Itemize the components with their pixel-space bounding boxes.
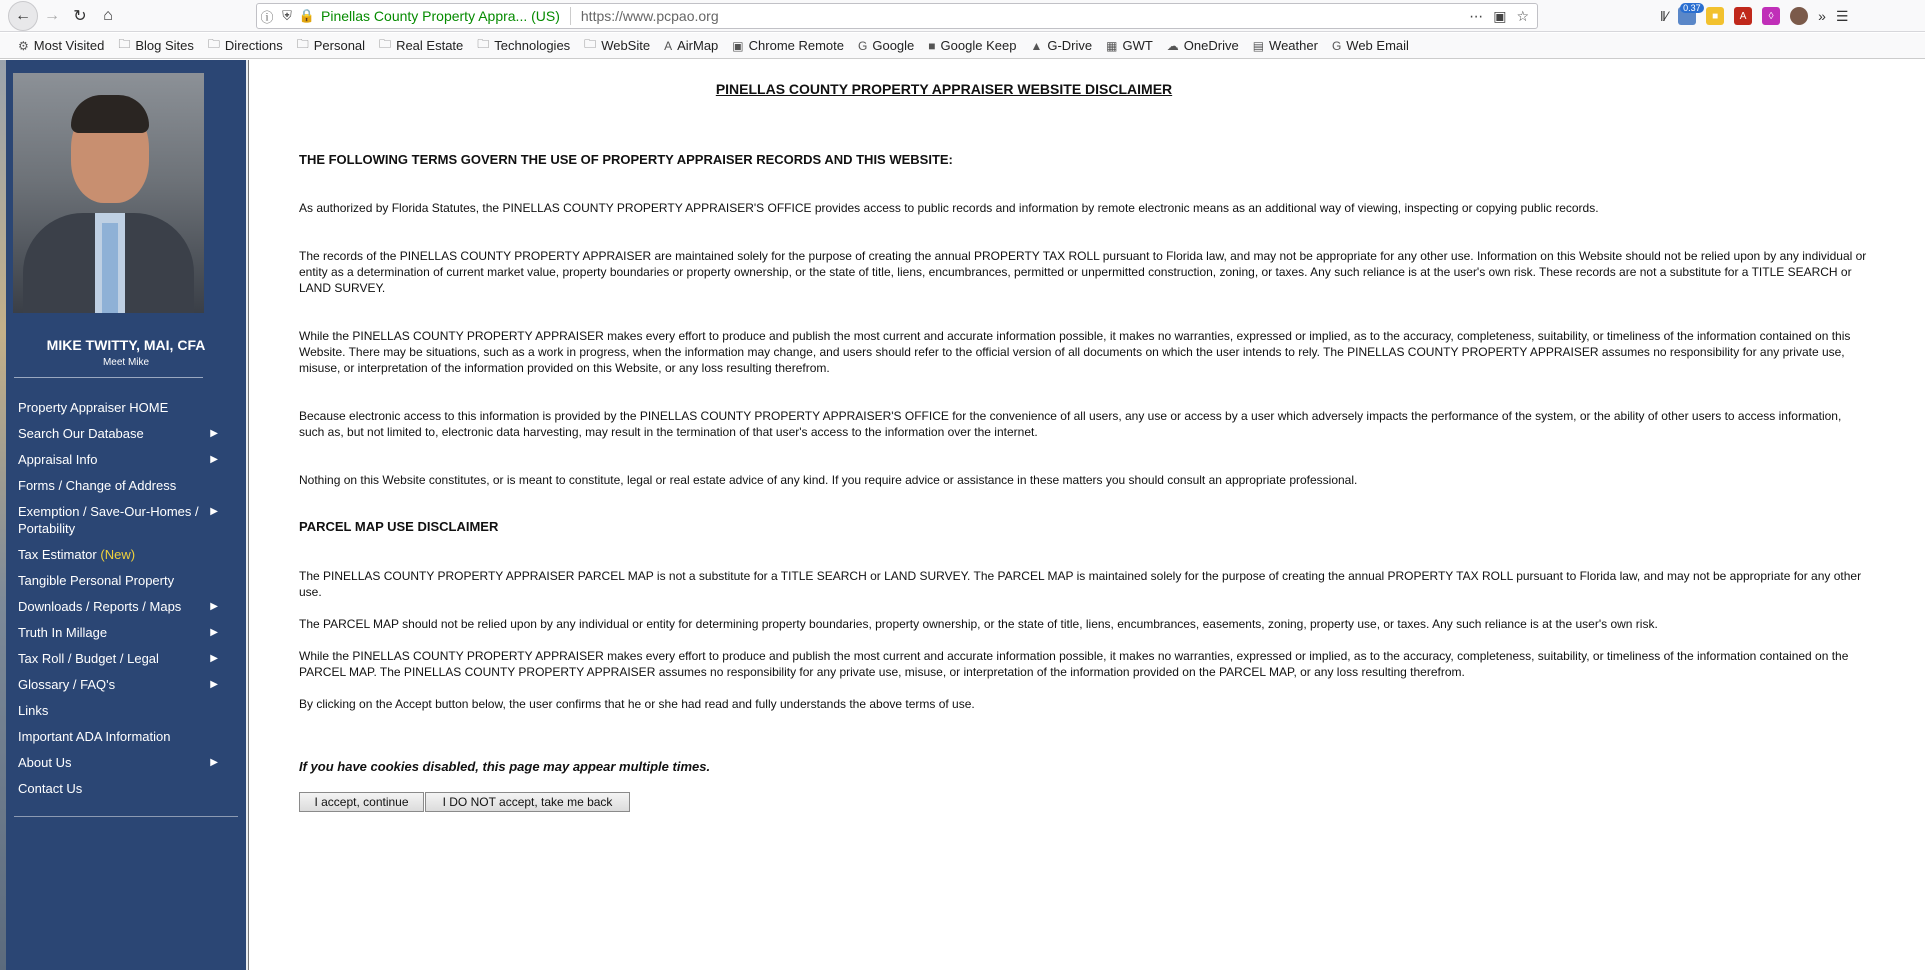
bookmark-item[interactable]	[664, 38, 718, 53]
profile-avatar-icon[interactable]	[1790, 7, 1808, 25]
url-actions	[1469, 8, 1537, 25]
overflow-chevron-icon[interactable]: »	[1818, 8, 1826, 24]
gear-icon: ⚙	[18, 38, 29, 53]
paragraph-parcel-map-reliance: The PARCEL MAP should not be relied upon by any individual or entity for determining property boundaries, property ownership, or the state of title, liens, encumbrances, easements, zoning, property use, or taxes. Any such reliance is at the user's own risk.	[299, 617, 1658, 631]
bookmark-item[interactable]	[1332, 38, 1409, 53]
weather-icon: ▤	[1252, 38, 1265, 53]
pocket-icon[interactable]: ▣	[1493, 7, 1507, 24]
accept-button[interactable]: I accept, continue	[299, 792, 424, 812]
bookmark-label: Blog Sites	[135, 38, 194, 53]
sidebar-menu-item[interactable]	[18, 572, 218, 589]
folder-icon: 🗀	[118, 37, 131, 51]
email-icon: G	[1331, 38, 1342, 53]
paragraph-records-purpose: The records of the PINELLAS COUNTY PROPERTY APPRAISER are maintained solely for the purpose of creating the annual PROPERTY TAX ROLL pursuant to Florida law, and may not be appropriate for any other use. Information on this Website should not be relied upon by any individual or entity as a determination of current market value, property boundaries or property ownership, or the state of title, liens, encumbrances, permitted or unpermitted construction, zoning, or taxes. Any such reliance is at the user's own risk. These records are not a substitute for a TITLE SEARCH or LAND SURVEY.	[299, 249, 1867, 295]
new-badge: (New)	[100, 547, 136, 562]
submenu-arrow-icon: ▶	[210, 757, 218, 768]
back-button[interactable]	[8, 1, 38, 31]
sidebar-menu-label: Glossary / FAQ's	[18, 677, 116, 692]
sidebar-menu-label: Links	[18, 703, 49, 718]
paragraph-parcel-map-purpose: The PINELLAS COUNTY PROPERTY APPRAISER PARCEL MAP is not a substitute for a TITLE SEARCH or LAND SURVEY. The PARCEL MAP is maintained solely for the purpose of creating the annual PROPERTY TAX ROLL pursuant to Florida law, and may not be appropriate for any other use.	[299, 569, 1862, 599]
bookmark-label: G-Drive	[1047, 38, 1093, 53]
sidebar-divider	[246, 60, 249, 970]
sidebar-menu-item[interactable]	[18, 728, 218, 745]
cookie-notice: If you have cookies disabled, this page may appear multiple times.	[299, 759, 711, 774]
sidebar-menu-label: Property Appraiser HOME	[18, 400, 169, 415]
bookmark-label: Google	[872, 38, 915, 53]
remote-icon: ▣	[732, 38, 744, 53]
sidebar-menu-item[interactable]	[18, 702, 218, 719]
sidebar-menu-label: Tangible Personal Property	[18, 573, 175, 588]
bookmark-label: WebSite	[601, 38, 651, 53]
sidebar-menu-label: Truth In Millage	[18, 625, 108, 640]
submenu-arrow-icon: ▶	[210, 601, 218, 612]
appraiser-name: MIKE TWITTY, MAI, CFA	[46, 337, 206, 353]
bookmark-item[interactable]	[477, 35, 570, 56]
submenu-arrow-icon: ▶	[210, 506, 218, 517]
sidebar-menu-item[interactable]	[18, 399, 218, 416]
back-arrow-icon: ←	[15, 6, 31, 24]
portrait-tie	[102, 223, 118, 313]
sidebar-menu-item[interactable]	[18, 546, 218, 563]
sidebar-menu-item[interactable]	[18, 650, 218, 667]
folder-icon: 🗀	[477, 37, 490, 51]
bookmark-item[interactable]	[118, 35, 194, 56]
bookmark-item[interactable]	[208, 35, 283, 56]
bookmark-item[interactable]	[928, 38, 1016, 53]
home-button[interactable]	[94, 2, 122, 30]
toolbar-right	[1660, 4, 1848, 28]
paragraph-authorization: As authorized by Florida Statutes, the PINELLAS COUNTY PROPERTY APPRAISER'S OFFICE provides access to public records and information by remote electronic means as an additional way of viewing, inspecting or copying public records.	[299, 201, 1599, 215]
reload-button[interactable]	[66, 2, 94, 30]
bookmark-item[interactable]	[297, 35, 365, 56]
bookmark-label: AirMap	[677, 38, 719, 53]
sidebar-menu-label: Contact Us	[18, 781, 83, 796]
paragraph-parcel-map-warranties: While the PINELLAS COUNTY PROPERTY APPRAISER makes every effort to produce and publish the most current and accurate information possible, it makes no warranties, expressed or implied, as to the accuracy, completeness, suitability, or timeliness of the information contained on the PARCEL MAP. The PINELLAS COUNTY PROPERTY APPRAISER assumes no responsibility for any private use, misuse, or interpretation of the information provided on the PARCEL MAP, or any loss resulting therefrom.	[299, 649, 1849, 679]
bookmark-label: Google Keep	[940, 38, 1017, 53]
tracking-shield-icon[interactable]: ⛨	[282, 8, 292, 23]
pdf-extension-icon[interactable]: A	[1734, 7, 1752, 25]
cloud-icon: ☁	[1166, 38, 1179, 53]
disclaimer-content	[299, 60, 1867, 970]
appraiser-portrait[interactable]	[13, 73, 204, 313]
home-icon: ⌂	[103, 6, 113, 24]
reload-icon: ↻	[73, 7, 87, 25]
extension-badge-count: 0.37	[1680, 3, 1704, 13]
sidebar-menu-item[interactable]	[18, 754, 218, 771]
sidebar-menu-item[interactable]	[18, 676, 218, 693]
bookmark-label: Directions	[224, 38, 283, 53]
submenu-arrow-icon: ▶	[210, 627, 218, 638]
hamburger-menu-icon[interactable]: ☰	[1835, 7, 1849, 24]
extension-badge-icon[interactable]	[1678, 3, 1701, 25]
submenu-arrow-icon: ▶	[210, 653, 218, 664]
sidebar-menu-label: Tax Roll / Budget / Legal	[18, 651, 159, 666]
bookmark-item[interactable]	[732, 38, 844, 53]
bookmark-label: Real Estate	[396, 38, 464, 53]
sidebar-menu-item[interactable]	[18, 451, 218, 468]
sidebar-menu-item[interactable]	[18, 425, 218, 442]
sidebar-menu-label: Exemption / Save-Our-Homes / Portability	[18, 504, 199, 536]
bookmark-item[interactable]	[1030, 38, 1092, 53]
sidebar-menu-label: Important ADA Information	[18, 729, 171, 744]
meet-mike-link[interactable]: Meet Mike	[102, 357, 150, 368]
submenu-arrow-icon: ▶	[210, 454, 218, 465]
page-title: PINELLAS COUNTY PROPERTY APPRAISER WEBSITE DISCLAIMER	[715, 81, 1173, 97]
sidebar-menu-item[interactable]	[18, 477, 218, 494]
bookmark-item[interactable]	[379, 35, 463, 56]
sidebar-menu-item[interactable]	[18, 598, 218, 615]
sidebar-menu-label: Search Our Database	[18, 426, 144, 441]
paragraph-no-advice: Nothing on this Website constitutes, or is meant to constitute, legal or real estate advice of any kind. If you require advice or assistance in these matters you should consult an appropriate professional.	[299, 473, 1358, 487]
folder-icon: 🗀	[296, 37, 309, 51]
notes-extension-icon[interactable]: ■	[1706, 7, 1724, 25]
google-icon: G	[858, 38, 868, 53]
bookmark-item[interactable]	[858, 38, 914, 53]
sidebar-menu-label: Tax Estimator	[18, 547, 97, 562]
bookmark-label: OneDrive	[1183, 38, 1239, 53]
submenu-arrow-icon: ▶	[210, 428, 218, 439]
sidebar-menu-item[interactable]	[18, 503, 218, 537]
keep-icon: ■	[928, 38, 936, 53]
forward-button[interactable]	[38, 2, 66, 30]
browser-nav-bar	[0, 0, 1925, 32]
decline-button[interactable]: I DO NOT accept, take me back	[425, 792, 630, 812]
bookmark-star-icon[interactable]: ☆	[1516, 7, 1529, 24]
menu-divider	[14, 816, 238, 817]
sidebar-menu-item[interactable]	[18, 624, 218, 641]
forward-arrow-icon: →	[44, 6, 60, 24]
page-actions-icon[interactable]: ⋯	[1469, 7, 1484, 24]
sidebar-menu-label: Appraisal Info	[18, 452, 98, 467]
info-icon[interactable]: ⓘ	[260, 9, 274, 25]
portrait-hair	[71, 95, 149, 133]
bookmark-item[interactable]	[1253, 38, 1318, 53]
name-divider	[14, 377, 203, 378]
submenu-arrow-icon: ▶	[210, 679, 218, 690]
sidebar-menu-label: Downloads / Reports / Maps	[18, 599, 182, 614]
terms-heading: THE FOLLOWING TERMS GOVERN THE USE OF PROPERTY APPRAISER RECORDS AND THIS WEBSITE:	[299, 152, 953, 167]
bookmark-label: Most Visited	[33, 38, 105, 53]
drive-icon: ▲	[1030, 38, 1043, 53]
url-separator	[570, 7, 571, 25]
bookmarks-bar	[0, 33, 1925, 59]
bookmark-item[interactable]	[584, 35, 650, 56]
bookmark-item[interactable]	[1106, 38, 1153, 53]
parcel-map-heading: PARCEL MAP USE DISCLAIMER	[299, 519, 499, 534]
site-identity[interactable]: Pinellas County Property Appra... (US)	[321, 8, 560, 24]
bookmark-item[interactable]	[18, 38, 104, 53]
bookmark-label: Personal	[313, 38, 366, 53]
library-icon[interactable]: ‖⁄	[1660, 8, 1669, 24]
gwt-icon: ▦	[1106, 38, 1118, 53]
sidebar-menu	[18, 399, 218, 806]
sidebar-menu-label: About Us	[18, 755, 72, 770]
bookmark-label: GWT	[1122, 38, 1153, 53]
folder-icon: 🗀	[584, 37, 597, 51]
url-text[interactable]: https://www.pcpao.org	[580, 8, 719, 24]
folder-icon: 🗀	[207, 37, 220, 51]
sidebar-menu-label: Forms / Change of Address	[18, 478, 177, 493]
paragraph-electronic-access: Because electronic access to this information is provided by the PINELLAS COUNTY PROPERTY APPRAISER'S OFFICE for the convenience of all users, any use or access by a user which adversely impacts the performance of the system, or the ability of other users to access information, such as, but not limited to, electronic data harvesting, may result in the termination of that user's access to the information over the internet.	[299, 409, 1842, 439]
paragraph-warranties: While the PINELLAS COUNTY PROPERTY APPRAISER makes every effort to produce and publish the most current and accurate information possible, it makes no warranties, expressed or implied, as to the accuracy, completeness, suitability, or timeliness of the information contained on this Website. There may be situations, such as a work in progress, when the information may change, and users should refer to the official version of all documents on which the user intends to rely. The PINELLAS COUNTY PROPERTY APPRAISER assumes no responsibility for any private use, misuse, or interpretation of the information provided on this Website, or any loss resulting therefrom.	[299, 329, 1851, 375]
url-bar[interactable]	[256, 3, 1538, 29]
bookmark-label: Web Email	[1346, 38, 1409, 53]
lock-icon[interactable]: 🔒	[298, 8, 316, 23]
page	[0, 60, 1925, 970]
airmap-icon: A	[664, 38, 673, 53]
bookmark-item[interactable]	[1167, 38, 1239, 53]
folder-icon: 🗀	[379, 37, 392, 51]
bookmark-label: Weather	[1269, 38, 1318, 53]
bookmark-label: Chrome Remote	[748, 38, 845, 53]
paragraph-accept-confirmation: By clicking on the Accept button below, the user confirms that he or she had read and fully understands the above terms of use.	[299, 697, 975, 711]
purple-extension-icon[interactable]: ◊	[1762, 7, 1780, 25]
bookmark-label: Technologies	[494, 38, 571, 53]
sidebar-menu-item[interactable]	[18, 780, 218, 797]
